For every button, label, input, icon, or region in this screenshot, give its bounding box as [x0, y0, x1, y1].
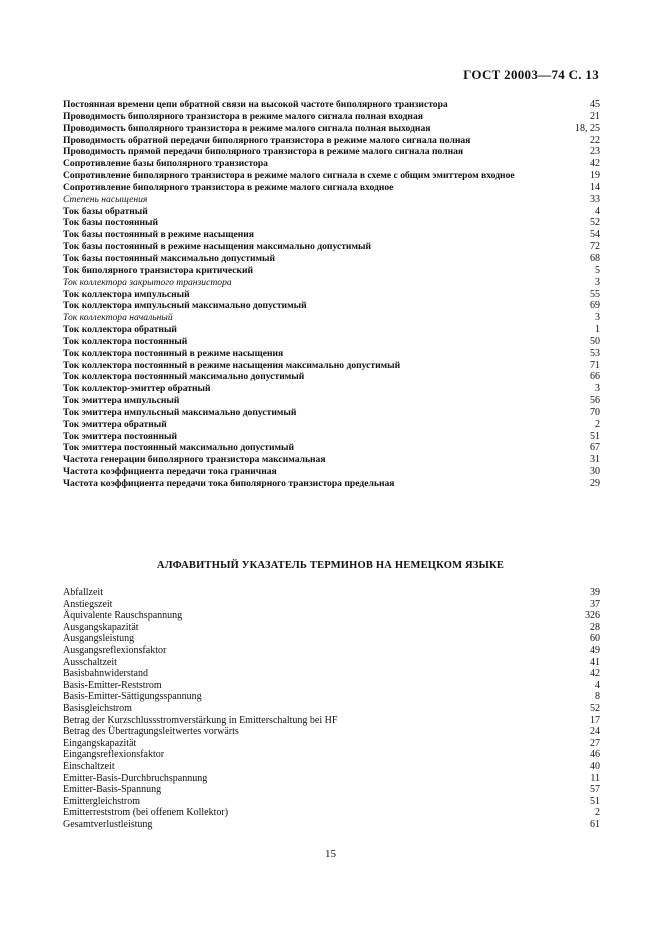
index-page-ref: 46 — [590, 749, 600, 761]
index-term: Сопротивление базы биполярного транзистора — [63, 158, 268, 170]
index-term: Ток эмиттера постоянный максимально допустимый — [63, 442, 295, 454]
index-term: Частота коэффициента передачи тока граничная — [63, 466, 277, 478]
index-entry — [63, 324, 600, 336]
index-entry — [63, 466, 600, 478]
index-page-ref: 67 — [590, 442, 600, 454]
index-entry — [63, 135, 600, 147]
index-page-ref: 3 — [595, 383, 600, 395]
index-entry — [63, 645, 600, 657]
index-page-ref: 23 — [590, 146, 600, 158]
index-entry — [63, 726, 600, 738]
index-entry — [63, 383, 600, 395]
index-term: Степень насыщения — [63, 193, 148, 205]
index-term: Ток коллектора постоянный — [63, 335, 188, 347]
index-page-ref: 72 — [590, 241, 600, 253]
index-entry — [63, 819, 600, 831]
index-entry — [63, 610, 600, 622]
index-entry — [63, 796, 600, 808]
index-term: Anstiegszeit — [63, 598, 113, 610]
index-entry — [63, 265, 600, 277]
index-page-ref: 21 — [590, 110, 600, 122]
index-term: Ausgangsleistung — [63, 633, 135, 645]
index-page-ref: 31 — [590, 454, 600, 466]
index-term: Проводимость биполярного транзистора в режиме малого сигнала полная выходная — [63, 122, 431, 134]
index-page-ref: 4 — [595, 205, 600, 217]
index-term: Ausgangskapazität — [63, 621, 139, 633]
index-page-ref: 4 — [595, 679, 600, 691]
index-page-ref: 33 — [590, 193, 600, 205]
index-page-ref: 5 — [595, 264, 600, 276]
index-term: Ток эмиттера постоянный — [63, 430, 178, 442]
german-term-index — [63, 587, 600, 830]
index-term: Ток коллектор-эмиттер обратный — [63, 383, 211, 395]
index-entry — [63, 622, 600, 634]
index-term: Emitterreststrom (bei offenem Kollektor) — [63, 807, 229, 819]
index-entry — [63, 407, 600, 419]
index-page-ref: 70 — [590, 406, 600, 418]
index-page-ref: 1 — [595, 324, 600, 336]
index-page-ref: 61 — [590, 818, 600, 830]
index-term: Сопротивление биполярного транзистора в режиме малого сигнала входное — [63, 181, 394, 193]
index-term: Emitter-Basis-Spannung — [63, 784, 162, 796]
index-entry — [63, 761, 600, 773]
index-term: Emittergleichstrom — [63, 795, 141, 807]
index-page-ref: 24 — [590, 726, 600, 738]
index-term: Eingangsreflexionsfaktor — [63, 749, 165, 761]
index-term: Basis-Emitter-Reststrom — [63, 679, 162, 691]
index-page-ref: 71 — [590, 359, 600, 371]
index-page-ref: 42 — [590, 668, 600, 680]
index-entry — [63, 99, 600, 111]
index-term: Ток эмиттера импульсный — [63, 395, 180, 407]
index-entry — [63, 182, 600, 194]
index-page-ref: 8 — [595, 691, 600, 703]
page-number: 15 — [325, 848, 336, 860]
index-term: Basis-Emitter-Sättigungsspannung — [63, 691, 202, 703]
index-entry — [63, 715, 600, 727]
index-entry — [63, 691, 600, 703]
index-term: Emitter-Basis-Durchbruchspannung — [63, 772, 208, 784]
russian-term-index — [63, 99, 600, 490]
index-term: Abfallzeit — [63, 587, 103, 598]
index-term: Ausgangsreflexionsfaktor — [63, 644, 167, 656]
index-entry — [63, 680, 600, 692]
index-term: Ток базы постоянный в режиме насыщения — [63, 229, 254, 241]
index-entry — [63, 253, 600, 265]
index-term: Ток коллектора начальный — [63, 312, 173, 324]
index-entry — [63, 146, 600, 158]
index-page-ref: 37 — [590, 598, 600, 610]
index-term: Ток эмиттера обратный — [63, 418, 167, 430]
index-term: Ток биполярного транзистора критический — [63, 264, 254, 276]
index-entry — [63, 657, 600, 669]
index-page-ref: 60 — [590, 633, 600, 645]
index-term: Ток базы постоянный — [63, 217, 159, 229]
index-page-ref: 66 — [590, 371, 600, 383]
index-entry — [63, 587, 600, 599]
index-term: Betrag der Kurzschlussstromverstärkung in Emitterschaltung bei HF — [63, 714, 338, 726]
index-term: Ausschaltzeit — [63, 656, 117, 668]
index-entry — [63, 668, 600, 680]
index-entry — [63, 241, 600, 253]
index-entry — [63, 312, 600, 324]
index-page-ref: 17 — [590, 714, 600, 726]
index-term: Ток базы обратный — [63, 205, 148, 217]
index-page-ref: 55 — [590, 288, 600, 300]
index-entry — [63, 206, 600, 218]
index-page-ref: 30 — [590, 466, 600, 478]
index-entry — [63, 360, 600, 372]
index-term: Ток коллектора закрытого транзистора — [63, 276, 232, 288]
index-term: Ток коллектора постоянный в режиме насыщения — [63, 347, 284, 359]
index-entry — [63, 289, 600, 301]
index-entry — [63, 371, 600, 383]
index-term: Ток коллектора постоянный в режиме насыщения максимально допустимый — [63, 359, 401, 371]
index-term: Проводимость прямой передачи биполярного транзистора в режиме малого сигнала полная — [63, 146, 464, 158]
index-page-ref: 45 — [590, 99, 600, 110]
index-term: Проводимость обратной передачи биполярного транзистора в режиме малого сигнала полная — [63, 134, 471, 146]
index-page-ref: 3 — [595, 312, 600, 324]
index-term: Eingangskapazität — [63, 737, 137, 749]
index-term: Ток коллектора импульсный — [63, 288, 190, 300]
index-page-ref: 51 — [590, 430, 600, 442]
index-page-ref: 52 — [590, 702, 600, 714]
index-entry — [63, 300, 600, 312]
index-term: Ток коллектора постоянный максимально допустимый — [63, 371, 305, 383]
index-page-ref: 22 — [590, 134, 600, 146]
index-entry — [63, 454, 600, 466]
index-entry — [63, 807, 600, 819]
index-entry — [63, 277, 600, 289]
index-term: Сопротивление биполярного транзистора в режиме малого сигнала в схеме с общим эмиттером входное — [63, 170, 515, 182]
index-page-ref: 41 — [590, 656, 600, 668]
index-term: Частота коэффициента передачи тока биполярного транзистора предельная — [63, 478, 395, 489]
index-entry — [63, 738, 600, 750]
index-entry — [63, 336, 600, 348]
index-page-ref: 50 — [590, 335, 600, 347]
section-title: АЛФАВИТНЫЙ УКАЗАТЕЛЬ ТЕРМИНОВ НА НЕМЕЦКОМ ЯЗЫКЕ — [156, 560, 505, 571]
index-page-ref: 11 — [590, 772, 600, 784]
index-page-ref: 40 — [590, 760, 600, 772]
index-entry — [63, 431, 600, 443]
page-header: ГОСТ 20003—74 С. 13 — [463, 67, 599, 82]
index-term: Проводимость биполярного транзистора в режиме малого сигнала полная входная — [63, 110, 423, 122]
index-entry — [63, 703, 600, 715]
index-term: Ток эмиттера импульсный максимально допустимый — [63, 406, 297, 418]
index-page-ref: 39 — [590, 587, 600, 598]
index-term: Äquivalente Rauschspannung — [63, 610, 183, 622]
index-page-ref: 51 — [590, 795, 600, 807]
index-term: Gesamtverlustleistung — [63, 818, 153, 830]
index-entry — [63, 395, 600, 407]
index-page-ref: 49 — [590, 644, 600, 656]
index-entry — [63, 229, 600, 241]
index-entry — [63, 599, 600, 611]
index-page-ref: 28 — [590, 621, 600, 633]
index-entry — [63, 111, 600, 123]
index-entry — [63, 784, 600, 796]
index-page-ref: 56 — [590, 395, 600, 407]
index-entry — [63, 348, 600, 360]
index-entry — [63, 633, 600, 645]
index-page-ref: 42 — [590, 158, 600, 170]
index-page-ref: 53 — [590, 347, 600, 359]
index-term: Ток коллектора обратный — [63, 324, 177, 336]
index-page-ref: 14 — [590, 181, 600, 193]
index-page-ref: 52 — [590, 217, 600, 229]
index-page-ref: 2 — [595, 807, 600, 819]
index-page-ref: 18, 25 — [575, 122, 600, 134]
index-page-ref: 54 — [590, 229, 600, 241]
index-page-ref: 3 — [595, 276, 600, 288]
index-page-ref: 68 — [590, 252, 600, 264]
index-page-ref: 57 — [590, 784, 600, 796]
index-entry — [63, 478, 600, 490]
index-page-ref: 69 — [590, 300, 600, 312]
index-page-ref: 326 — [585, 610, 600, 622]
index-entry — [63, 158, 600, 170]
index-term: Basisbahnwiderstand — [63, 668, 148, 680]
index-entry — [63, 170, 600, 182]
index-page-ref: 19 — [590, 170, 600, 182]
index-term: Betrag des Übertragungsleitwertes vorwärts — [63, 726, 239, 738]
index-entry — [63, 773, 600, 785]
index-term: Ток базы постоянный максимально допустимый — [63, 252, 276, 264]
index-term: Ток коллектора импульсный максимально допустимый — [63, 300, 307, 312]
index-term: Ток базы постоянный в режиме насыщения максимально допустимый — [63, 241, 371, 253]
index-entry — [63, 217, 600, 229]
index-page-ref: 27 — [590, 737, 600, 749]
index-page-ref: 2 — [595, 418, 600, 430]
index-entry — [63, 194, 600, 206]
index-term: Basisgleichstrom — [63, 702, 132, 714]
index-entry — [63, 442, 600, 454]
index-entry — [63, 123, 600, 135]
index-term: Einschaltzeit — [63, 760, 115, 772]
index-entry — [63, 749, 600, 761]
index-term: Частота генерации биполярного транзистора максимальная — [63, 454, 326, 466]
index-entry — [63, 419, 600, 431]
index-page-ref: 29 — [590, 478, 600, 489]
index-term: Постоянная времени цепи обратной связи на высокой частоте биполярного транзистора — [63, 99, 448, 110]
